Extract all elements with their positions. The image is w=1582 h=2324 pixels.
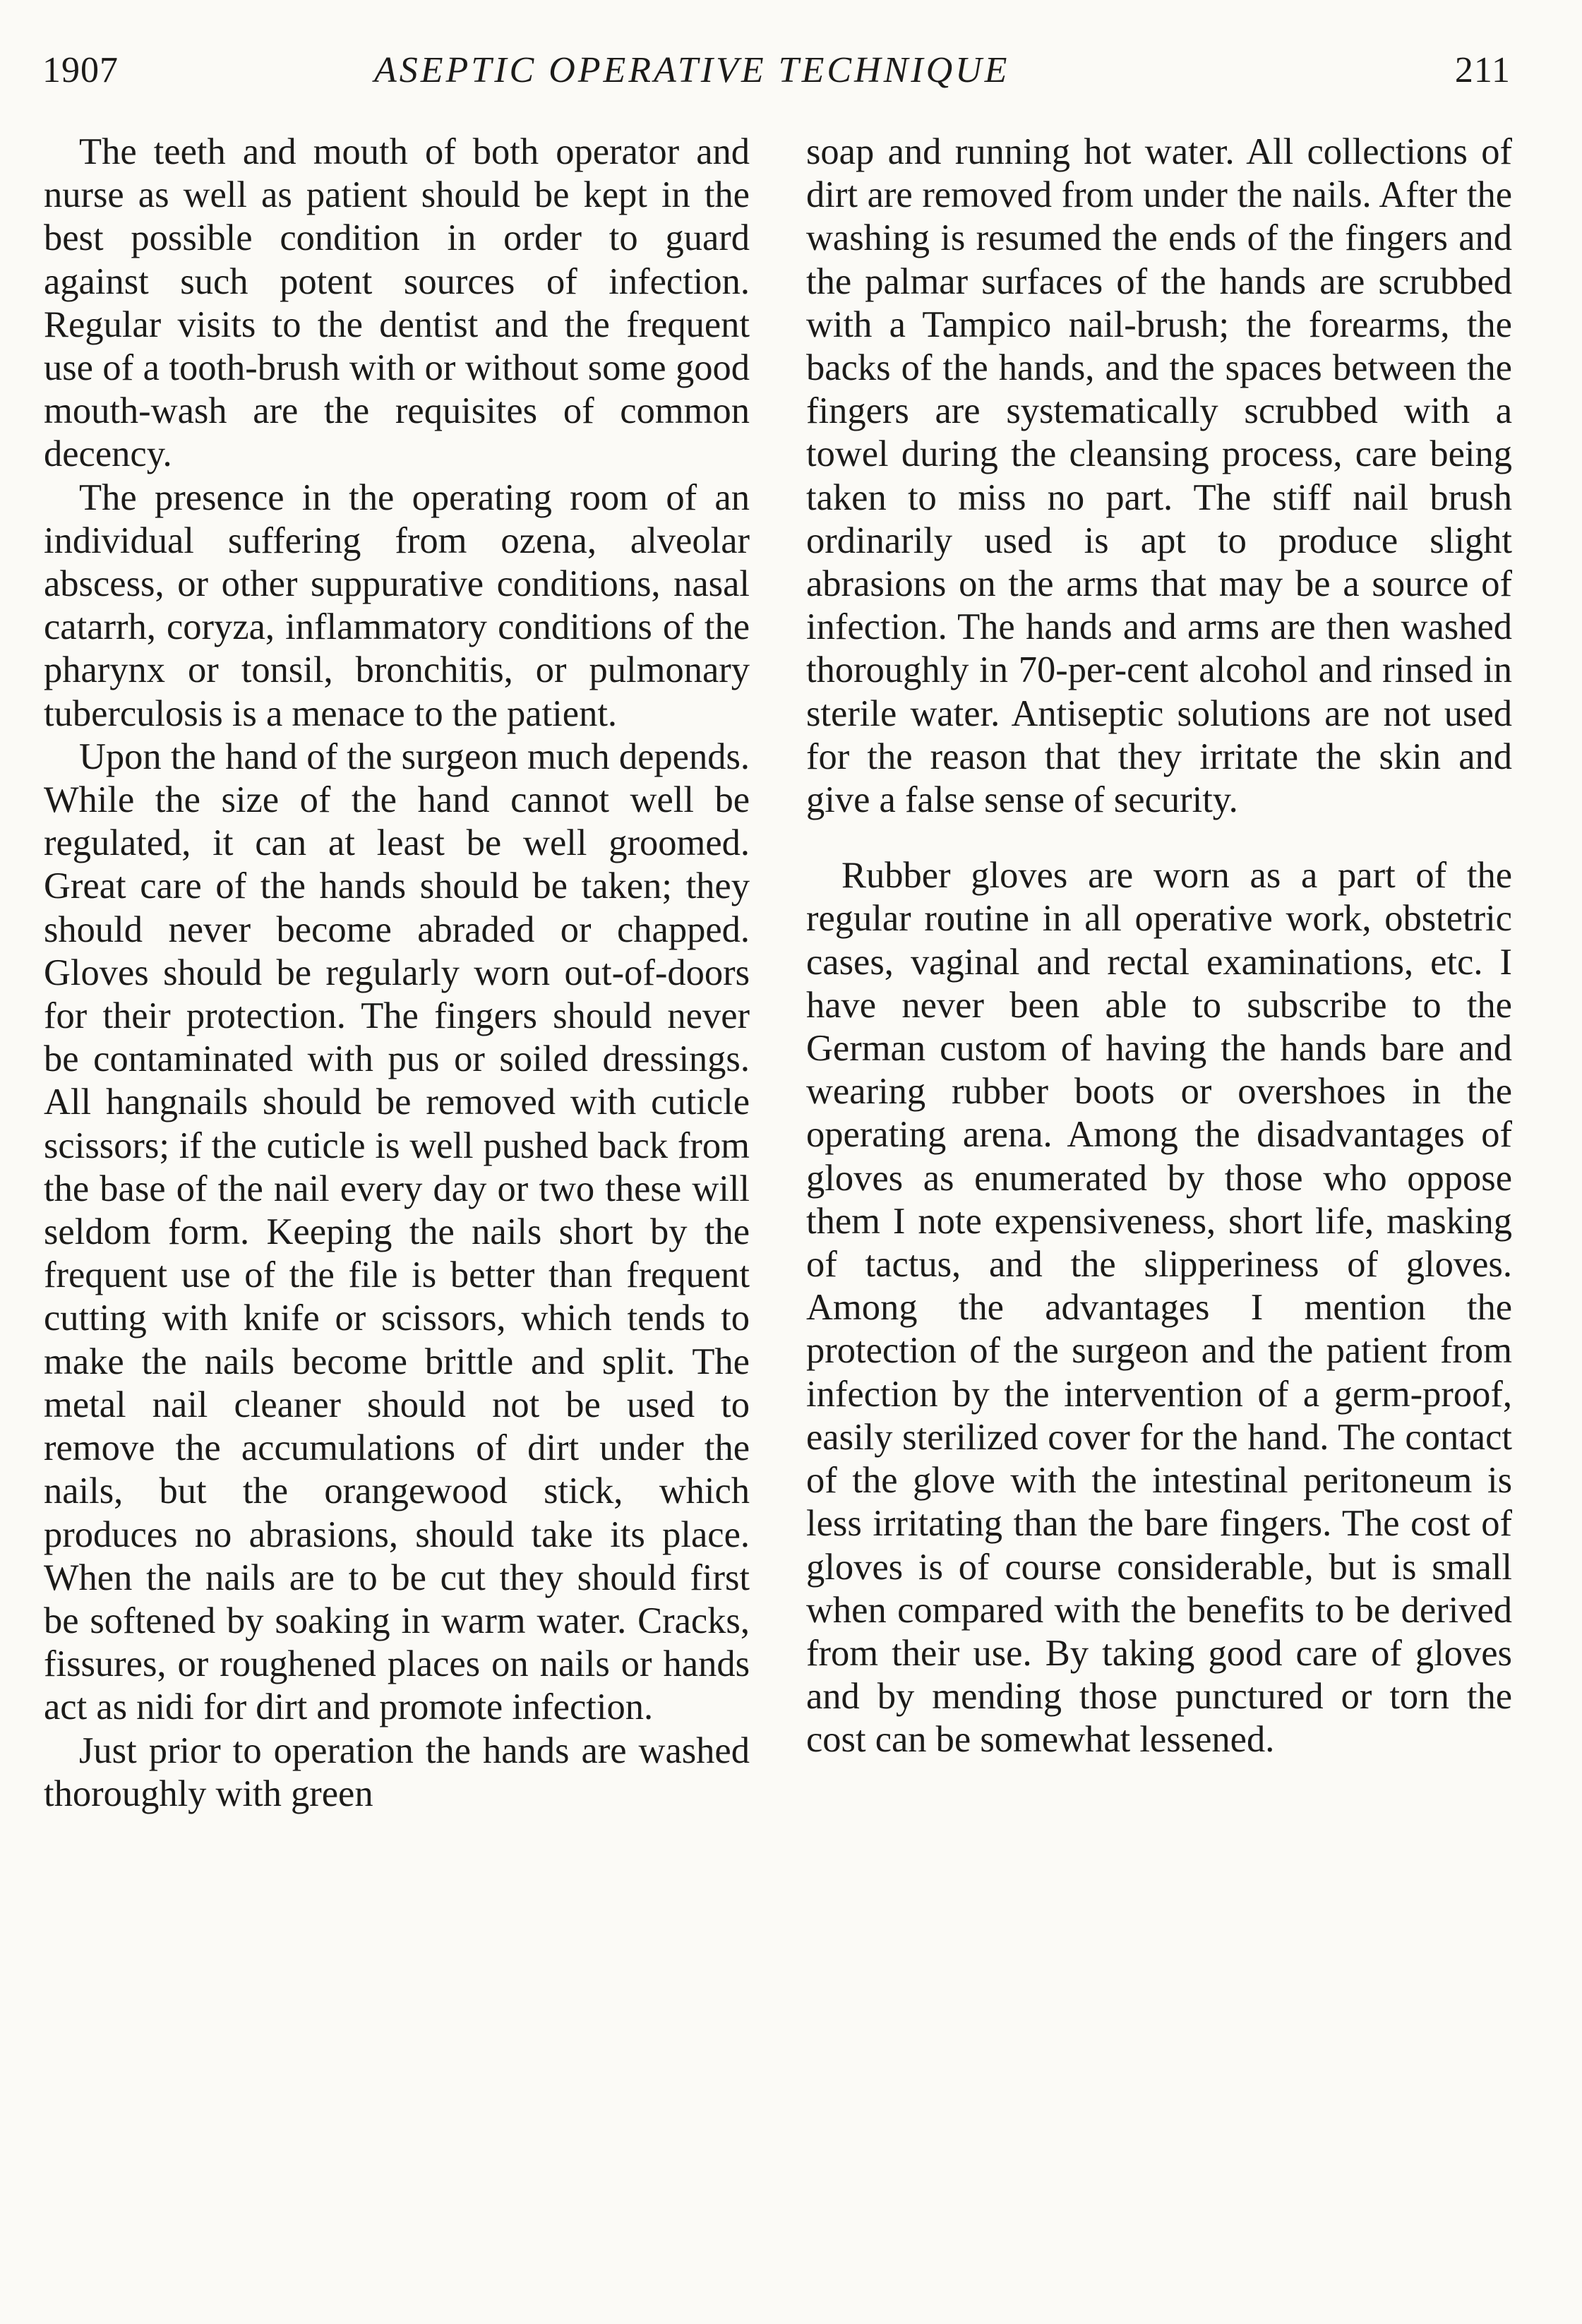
year-label: 1907	[42, 50, 119, 90]
paragraph-rubber-gloves: Rubber gloves are worn as a part of the regular routine in all operative work, obstetric cases, vaginal and rectal examinations, etc. I have never been able to subscribe to the German custom of having the hands bare and wearing rubber boots or overshoes in the operating arena. Among the disadvantages of gloves as enumerated by those who oppose them I note expensiveness, short life, masking of tactus, and the slipperiness of gloves. Among the advantages I mention the protection of the surgeon and the patient from infection by the intervention of a germ-proof, easily sterilized cover for the hand. The contact of the glove with the intestinal peritoneum is less irritating than the bare fingers. The cost of gloves is of course considerable, but is small when compared with the benefits to be derived from their use. By taking good care of gloves and by mending those punctured or torn the cost can be somewhat lessened.	[806, 855, 1512, 1761]
paragraph-teeth-and-mouth: The teeth and mouth of both operator and nurse as well as patient should be kept in the best possible condition in order to guard against such potent sources of infection. Regular visits to the dentist and the frequent use of a tooth-brush with or without some good mouth-wash are the requisites of common decency.	[44, 131, 750, 475]
running-head	[42, 49, 1511, 106]
page-number: 211	[1454, 50, 1511, 90]
paragraph-hand-of-surgeon: Upon the hand of the surgeon much depends. While the size of the hand cannot well be regulated, it can at least be well groomed. Great care of the hands should be taken; they should never become abraded or chapped. Gloves should be regularly worn out-of-doors for their protection. The fingers should never be contaminated with pus or soiled dressings. All hangnails should be removed with cuticle scissors; if the cuticle is well pushed back from the base of the nail every day or two these will seldom form. Keeping the nails short by the frequent use of the file is better than frequent cutting with knife or scissors, which tends to make the nails become brittle and split. The metal nail cleaner should not be used to remove the accumulations of dirt under the nails, but the orangewood stick, which produces no abrasions, should take its place. When the nails are to be cut they should first be softened by soaking in warm water. Cracks, fissures, or roughened places on nails or hands act as nidi for dirt and promote infection.	[44, 736, 750, 1728]
left-column	[44, 131, 750, 1816]
paragraph-operating-room-presence: The presence in the operating room of an individual suffering from ozena, alveolar abscess, or other suppurative conditions, nasal catarrh, coryza, inflammatory conditions of the pharynx or tonsil, bronchitis, or pulmonary tuberculosis is a menace to the patient.	[44, 477, 750, 734]
right-column	[806, 131, 1512, 1762]
page-title: ASEPTIC OPERATIVE TECHNIQUE	[374, 50, 1010, 90]
paragraph-hand-washing-start: Just prior to operation the hands are washed thoroughly with green	[44, 1730, 750, 1814]
paragraph-hand-washing-continued: soap and running hot water. All collections of dirt are removed from under the nails. After the washing is resumed the ends of the fingers and the palmar surfaces of the hands are scrubbed with a Tampico nail-brush; the forearms, the backs of the hands, and the spaces between the fingers are systematically scrubbed with a towel during the cleansing process, care being taken to miss no part. The stiff nail brush ordinarily used is apt to produce slight abrasions on the arms that may be a source of infection. The hands and arms are then washed thoroughly in 70-per-cent alcohol and rinsed in sterile water. Antiseptic solutions are not used for the reason that they irritate the skin and give a false sense of security.	[806, 131, 1512, 821]
